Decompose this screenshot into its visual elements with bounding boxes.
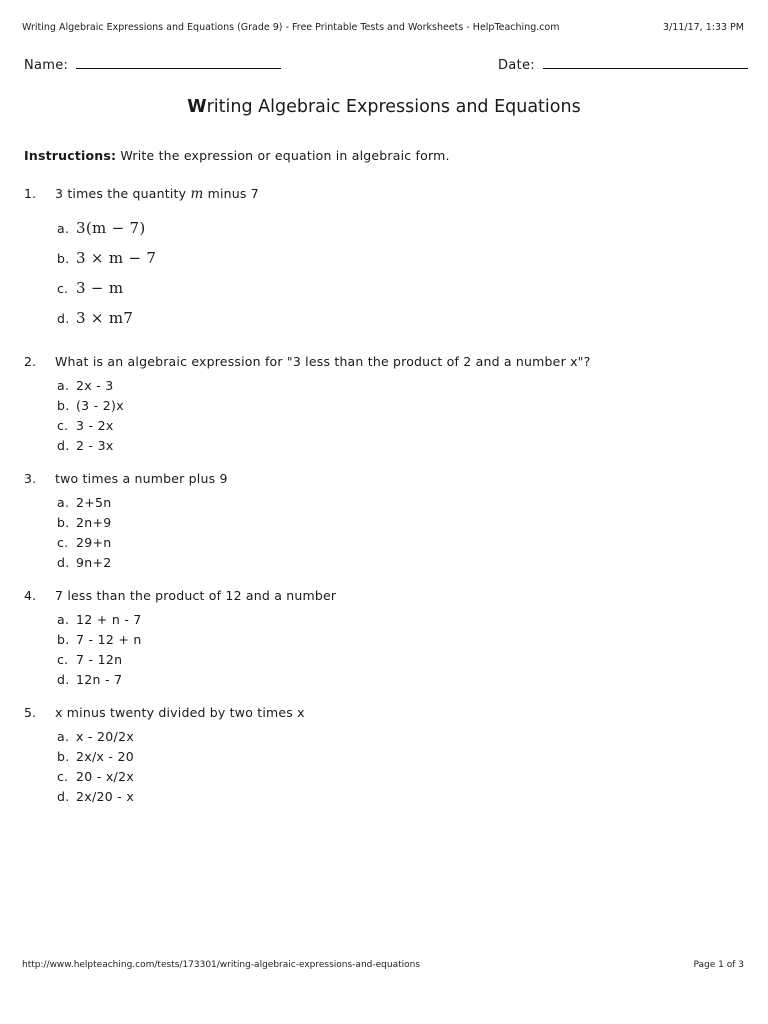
question-5 — [24, 705, 305, 720]
option-letter: b. — [57, 749, 70, 764]
q4-option-a[interactable] — [57, 612, 142, 627]
question-text: two times a number plus 9 — [55, 471, 228, 486]
instructions-label: Instructions: — [24, 148, 117, 163]
option-letter: b. — [57, 515, 70, 530]
q4-option-b[interactable] — [57, 632, 142, 647]
print-header-title: Writing Algebraic Expressions and Equations (Grade 9) - Free Printable Tests and Worksheets - HelpTeaching.com — [22, 22, 560, 33]
print-footer-url[interactable]: http://www.helpteaching.com/tests/173301/writing-algebraic-expressions-and-equations — [22, 960, 421, 970]
question-number: 2. — [24, 354, 37, 369]
option-text: 3 − m — [76, 279, 124, 297]
q3-option-a[interactable] — [57, 495, 112, 510]
option-text: 3 - 2x — [76, 418, 114, 433]
question-text-part: 3 times the quantity — [55, 186, 191, 201]
q2-option-c[interactable] — [57, 418, 114, 433]
question-number: 1. — [24, 186, 37, 201]
option-letter: c. — [57, 281, 69, 296]
option-letter: d. — [57, 672, 70, 687]
date-field — [498, 56, 748, 73]
q2-option-d[interactable] — [57, 438, 114, 453]
name-field — [24, 56, 281, 73]
worksheet-title — [0, 97, 768, 117]
option-text: 2n+9 — [76, 515, 112, 530]
option-letter: b. — [57, 398, 70, 413]
option-text: 2x - 3 — [76, 378, 114, 393]
option-text: 7 - 12n — [76, 652, 123, 667]
q5-option-d[interactable] — [57, 789, 134, 804]
date-label: Date: — [498, 58, 535, 73]
print-footer-page-number: Page 1 of 3 — [693, 960, 744, 970]
option-letter: d. — [57, 438, 70, 453]
option-letter: c. — [57, 535, 69, 550]
option-letter: c. — [57, 418, 69, 433]
option-letter: a. — [57, 495, 70, 510]
question-number: 5. — [24, 705, 37, 720]
option-text: (3 - 2)x — [76, 398, 124, 413]
q1-option-c[interactable] — [57, 279, 123, 297]
option-text: 12n - 7 — [76, 672, 123, 687]
question-2 — [24, 354, 590, 369]
option-letter: a. — [57, 612, 70, 627]
option-text: 2x/20 - x — [76, 789, 135, 804]
question-text-part: minus 7 — [203, 186, 259, 201]
option-text: 3(m − 7) — [76, 219, 146, 237]
q5-option-c[interactable] — [57, 769, 134, 784]
option-text: 9n+2 — [76, 555, 112, 570]
q5-option-b[interactable] — [57, 749, 134, 764]
name-blank-line — [76, 56, 281, 69]
option-letter: d. — [57, 789, 70, 804]
instructions-text: Write the expression or equation in algebraic form. — [116, 148, 450, 163]
title-rest: riting Algebraic Expressions and Equations — [206, 97, 581, 117]
option-letter: d. — [57, 311, 70, 326]
question-text: 7 less than the product of 12 and a number — [55, 588, 337, 603]
q3-option-c[interactable] — [57, 535, 112, 550]
q5-option-a[interactable] — [57, 729, 134, 744]
question-text: What is an algebraic expression for "3 less than the product of 2 and a number x"? — [55, 354, 591, 369]
option-text: 3 × m − 7 — [76, 249, 157, 267]
q4-option-c[interactable] — [57, 652, 122, 667]
option-letter: a. — [57, 221, 70, 236]
option-letter: a. — [57, 378, 70, 393]
option-letter: d. — [57, 555, 70, 570]
question-number: 4. — [24, 588, 37, 603]
option-letter: c. — [57, 652, 69, 667]
option-text: x - 20/2x — [76, 729, 135, 744]
q4-option-d[interactable] — [57, 672, 122, 687]
option-text: 29+n — [76, 535, 112, 550]
q3-option-d[interactable] — [57, 555, 112, 570]
question-1 — [24, 186, 259, 202]
title-first-letter: W — [187, 97, 207, 117]
option-text: 2+5n — [76, 495, 112, 510]
question-variable: m — [190, 186, 204, 202]
question-3 — [24, 471, 228, 486]
option-text: 3 × m7 — [76, 309, 134, 327]
option-letter: a. — [57, 729, 70, 744]
question-number: 3. — [24, 471, 37, 486]
q1-option-d[interactable] — [57, 309, 133, 327]
option-text: 2x/x - 20 — [76, 749, 135, 764]
option-letter: b. — [57, 632, 70, 647]
option-letter: b. — [57, 251, 70, 266]
date-blank-line — [543, 56, 748, 69]
instructions — [24, 148, 450, 163]
name-label: Name: — [24, 58, 69, 73]
q2-option-b[interactable] — [57, 398, 124, 413]
option-text: 12 + n - 7 — [76, 612, 142, 627]
q2-option-a[interactable] — [57, 378, 114, 393]
question-text: x minus twenty divided by two times x — [55, 705, 305, 720]
print-header-timestamp: 3/11/17, 1:33 PM — [663, 22, 744, 33]
option-text: 2 - 3x — [76, 438, 114, 453]
option-letter: c. — [57, 769, 69, 784]
q1-option-b[interactable] — [57, 249, 156, 267]
q1-option-a[interactable] — [57, 219, 146, 237]
option-text: 20 - x/2x — [76, 769, 135, 784]
question-4 — [24, 588, 336, 603]
option-text: 7 - 12 + n — [76, 632, 142, 647]
q3-option-b[interactable] — [57, 515, 112, 530]
